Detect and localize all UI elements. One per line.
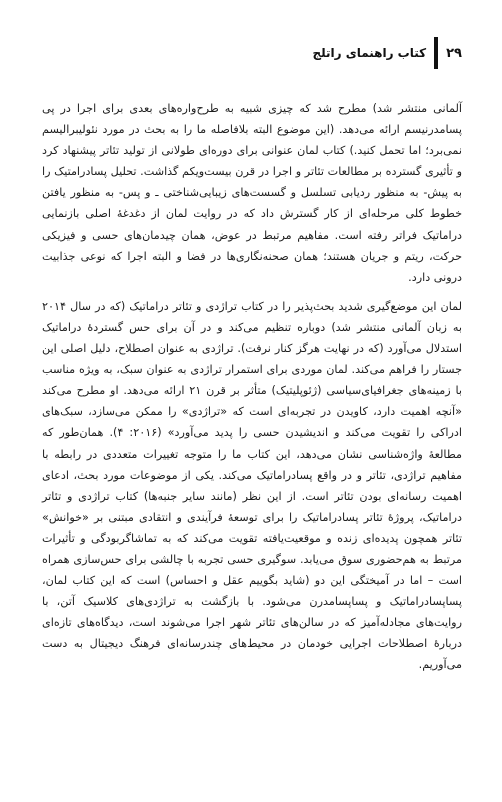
running-title: کتاب راهنمای راتلج [312,46,427,60]
running-head [312,38,462,68]
paragraph-1: آلمانی منتشر شد) مطرح شد که چیزی شبیه به طرح‌واره‌های بعدی برای اجرا در پی پسامدرنیسم ارائه می‌دهد. (این موضوع البته بلافاصله ما را به بحث در مورد نئولیبرالیسم نمی‌برد؛ اما تحمل کنید.) کتاب لمان عنوانی برای دوره‌ای طولانی از تولید تئاتر پیشنهاد کرد و تأثیری گسترده بر مطالعات تئاتر و اجرا در قرن بیست‌ویکم گذاشت. تحلیل پسادرامتیک را به پیش- به منظور ردیابی تسلسل و گسست‌های زیبایی‌شناختی ـ و پس- به منظور یافتن خطوط کلی مرحله‌ای از کار گسترش داد که در روایت لمان از دغدغهٔ اصلی بازنمایی دراماتیک فراتر رفته است. مفاهیم مرتبط در عوض، همان چیدمان‌های حسی و فیزیکی حرکت، ریتم و جریان هستند؛ همان صحنه‌نگاری‌ها در فضا و البته اجرا که نوعی جذابیت درونی دارد. [42,102,462,284]
header-rule [434,37,438,69]
page-number: ۲۹ [446,45,462,61]
paragraph-2: لمان این موضع‌گیری شدید بحث‌پذیر را در کتاب تراژدی و تئاتر دراماتیک (که در سال ۲۰۱۴ به زبان آلمانی منتشر شد) دوباره تنظیم می‌کند و در آن برای حس گستردهٔ دراماتیک استدلال می‌آورد (که در نهایت هرگز کنار نرفت). تراژدی به عنوان اصطلاح، دلیل اصلی این جستار را فراهم می‌کند. لمان موردی برای استمرار تراژدی به عنوان سبک، به ویژه مناسب با زمینه‌های جغرافیای‌سیاسی (ژئوپلیتیک) متأثر بر قرن ۲۱ ارائه می‌دهد. او مطرح می‌کند «آنچه اهمیت دارد، کاویدن در تجربه‌ای است که «تراژدی» را ممکن می‌سازد، سبک‌های ادراکی را تقویت می‌کند و اندیشیدن حسی را پدید می‌آورد» (۲۰۱۶: ۴). همان‌طور که مطالعهٔ واژه‌شناسی نشان می‌دهد، این کتاب ما را متوجه تغییرات متعددی در رابطه با مفاهیم تراژدی، تئاتر و در واقع پسادراماتیک می‌کند. یکی از موضوعات مورد بحث، ادعای اهمیت رسانه‌ای بودن تئاتر است. از این نظر (مانند سایر جنبه‌ها) کتاب تراژدی و تئاتر دراماتیک، پروژهٔ تئاتر پسادراماتیک را برای توسعهٔ فرآیندی و انتقادی مبتنی بر «خوانش» تئاتر همچون پدیده‌ای زنده و موقعیت‌یافته تقویت می‌کند که به تماشاگربودگی و تأثیرات مرتبط به هم‌حضوری سوق می‌یابد. سوگیری حسی تجربه با چالشی برای حس‌سازی همراه است – اما در آمیختگی این دو (شاید بگوییم عقل و احساس) است که این کتاب لمان، پساپسادراماتیک و پساپسامدرن می‌شود. با بازگشت به تراژدی‌های کلاسیک آتن، با روایت‌های مجادله‌آمیز که در سالن‌های تئاتر شهر اجرا می‌شوند است، دیدگاه‌های تازه‌ای دربارهٔ اصطلاحات اجرایی خودمان در محیط‌های چندرسانه‌ای فرهنگ دیجیتال به دست می‌آوریم. [42,299,462,672]
body-text [42,98,462,676]
